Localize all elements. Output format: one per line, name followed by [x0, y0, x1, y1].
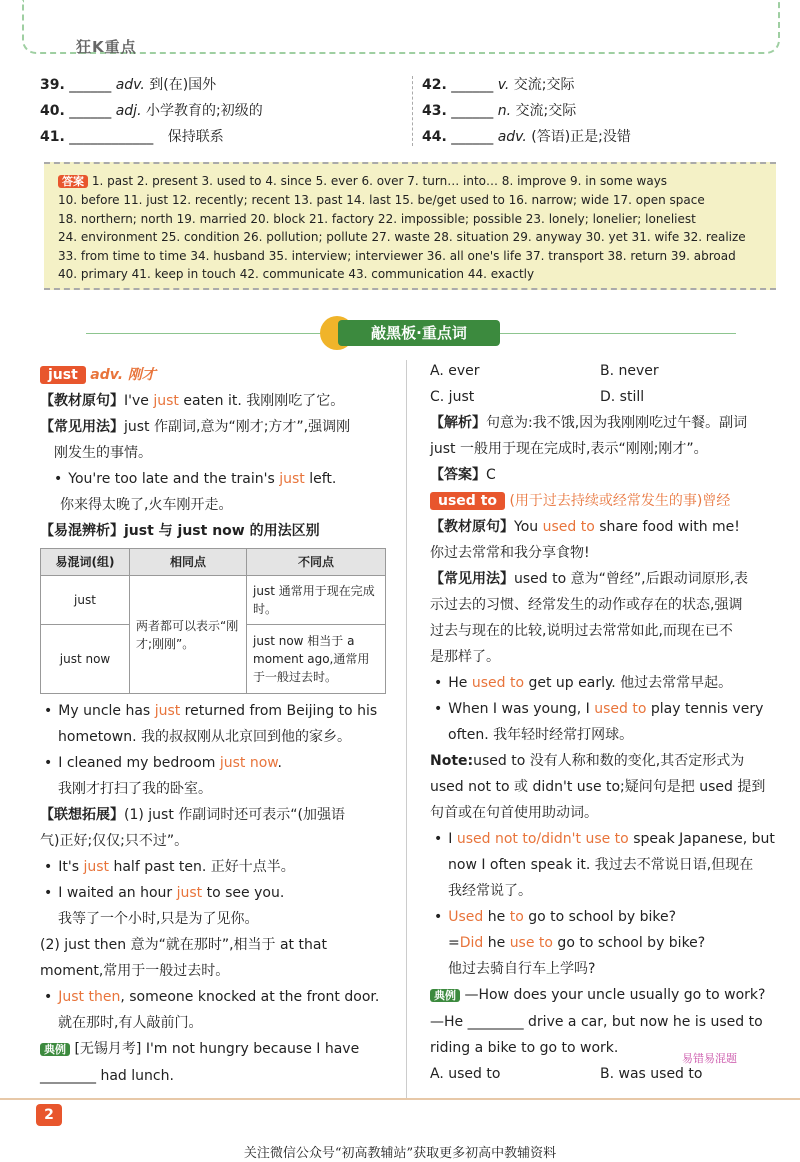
table-cell: 两者都可以表示“刚才;刚刚”。: [130, 576, 247, 694]
usedto-heading: used to (用于过去持续或经常发生的事)曾经: [430, 488, 780, 514]
jiaocai-line: 【教材原句】I've just eaten it. 我刚刚吃了它。: [40, 393, 345, 409]
banner-line-left: [86, 333, 326, 334]
example-1: • You're too late and the train's just left.: [40, 466, 390, 492]
note-line: used not to 或 didn't use to;疑问句是把 used 提到: [430, 779, 766, 795]
dianli-line-2: ________ had lunch.: [40, 1068, 174, 1084]
dianli-line-3: riding a bike to go to work.: [430, 1040, 619, 1056]
example-4b: =Did he use to go to school by bike?: [448, 935, 706, 951]
header-logo: 狂K重点: [76, 38, 137, 56]
table-cell: just 通常用于现在完成时。: [247, 576, 386, 625]
daan-line: 【答案】C: [430, 467, 496, 483]
example-2-line2: often. 我年轻时经常打网球。: [448, 727, 634, 743]
vocab-item: 39. ______ adv. 到(在)国外: [40, 77, 217, 93]
dianli-tag: 典例: [430, 989, 460, 1002]
vocab-item: 42. ______ v. 交流;交际: [422, 77, 575, 93]
footer-note: 关注微信公众号“初高教辅站”获取更多初高中教辅资料: [243, 1146, 557, 1161]
example-4-cn: 他过去骑自行车上学吗?: [448, 961, 596, 977]
compare-table: [40, 548, 386, 694]
page-number: 2: [36, 1104, 62, 1126]
changjian-line: 示过去的习惯、经常发生的动作或存在的状态,强调: [430, 597, 743, 613]
answers-lines: [58, 172, 746, 283]
example-4: • It's just half past ten. 正好十点半。: [40, 854, 390, 880]
answers-box: [44, 162, 776, 290]
vocab-divider: [412, 76, 414, 146]
options-cd: C. just D. still: [430, 389, 645, 405]
note-line: 句首或在句首使用助动词。: [430, 805, 598, 821]
banner-line-right: [500, 333, 736, 334]
footer-wave: [0, 1098, 800, 1100]
answers-line: 答案 1. past 2. present 3. used to 4. since 5. ever 6. over 7. turn… into… 8. improve 9. in some ways: [58, 172, 746, 191]
answers-line: 24. environment 25. condition 26. pollution; pollute 27. waste 28. situation 29. anyway 30. yet 31. wife 32. realize: [58, 230, 746, 245]
example-2: • My uncle has just returned from Beijing to his: [40, 698, 390, 724]
answers-line: 10. before 11. just 12. recently; recent 13. past 14. last 15. be/get used to 16. narrow; wide 17. open space: [58, 193, 705, 208]
example-3: • I used not to/didn't use to speak Japanese, but: [430, 826, 780, 852]
yihun-line: 【易混辨析】just 与 just now 的用法区别: [40, 523, 320, 539]
lianxiang-line: 【联想拓展】(1) just 作副词时还可表示“(加强语: [40, 807, 345, 823]
options-ab-2: A. used to B. was used to: [430, 1066, 703, 1082]
vocab-item: 40. ______ adj. 小学教育的;初级的: [40, 103, 263, 119]
usedto-tag: used to: [430, 492, 505, 510]
just-heading: just adv. 刚才: [40, 362, 390, 388]
jiexi-line: 【解析】句意为:我不饿,因为我刚刚吃过午餐。副词: [430, 415, 748, 431]
example-1-cn: 你来得太晚了,火车刚开走。: [60, 497, 233, 513]
changjian-line: 是那样了。: [430, 649, 500, 665]
dianli-line-2: —He ________ drive a car, but now he is used to: [430, 1014, 763, 1030]
vocab-right: [422, 74, 782, 152]
table-cell: just: [41, 576, 130, 625]
answers-line: 33. from time to time 34. husband 35. interview; interviewer 36. all one's life 37. transport 38. return 39. abroad: [58, 248, 736, 263]
vocab-item: 41. ____________ 保持联系: [40, 129, 224, 145]
example-1: • He used to get up early. 他过去常常早起。: [430, 670, 780, 696]
example-4: • Used he to go to school by bike?: [430, 904, 780, 930]
example-3-line2: now I often speak it. 我过去不常说日语,但现在: [448, 857, 754, 873]
p2-line-2: moment,常用于一般过去时。: [40, 963, 230, 979]
changjian-line-2: 刚发生的事情。: [54, 445, 152, 461]
example-6: • Just then, someone knocked at the front door.: [40, 984, 390, 1010]
table-cell: just now: [41, 625, 130, 694]
dianli-line: 典例 —How does your uncle usually go to work?: [430, 982, 780, 1009]
example-5: • I waited an hour just to see you.: [40, 880, 390, 906]
lianxiang-line-2: 气)正好;仅仅;只不过”。: [40, 833, 189, 849]
error-stamp: 易错易混题: [682, 1052, 737, 1065]
example-3: • I cleaned my bedroom just now.: [40, 750, 390, 776]
dianli-line: 典例 [无锡月考] I'm not hungry because I have: [40, 1036, 390, 1063]
table-header: 易混词(组): [41, 549, 130, 576]
changjian-line: 【常见用法】just 作副词,意为“刚才;方才”,强调刚: [40, 419, 351, 435]
changjian-line: 过去与现在的比较,说明过去常常如此,而现在已不: [430, 623, 733, 639]
table-cell: just now 相当于 a moment ago,通常用于一般过去时。: [247, 625, 386, 694]
vocab-item: 43. ______ n. 交流;交际: [422, 103, 577, 119]
changjian-line: 【常见用法】used to 意为“曾经”,后跟动词原形,表: [430, 571, 749, 587]
example-2-line2: hometown. 我的叔叔刚从北京回到他的家乡。: [58, 729, 351, 745]
options-ab: A. ever B. never: [430, 363, 659, 379]
section-banner: 敲黑板·重点词: [338, 320, 500, 346]
answers-line: 40. primary 41. keep in touch 42. communicate 43. communication 44. exactly: [58, 267, 535, 282]
just-tag: just: [40, 366, 86, 384]
example-3-line3: 我经常说了。: [448, 883, 532, 899]
jiaocai-line: 【教材原句】You used to share food with me!: [430, 519, 740, 535]
example-6-cn: 就在那时,有人敲前门。: [58, 1015, 203, 1031]
vocab-left: [40, 74, 400, 152]
example-3-cn: 我刚才打扫了我的卧室。: [58, 781, 212, 797]
jiaocai-cn: 你过去常常和我分享食物!: [430, 545, 590, 561]
table-header: 不同点: [247, 549, 386, 576]
note-line: Note:used to 没有人称和数的变化,其否定形式为: [430, 753, 745, 769]
jiexi-line-2: just 一般用于现在完成时,表示“刚刚;刚才”。: [430, 441, 708, 457]
example-2: • When I was young, I used to play tennis very: [430, 696, 780, 722]
example-5-cn: 我等了一个小时,只是为了见你。: [58, 911, 259, 927]
answers-line: 18. northern; north 19. married 20. block 21. factory 22. impossible; possible 23. lonely; lonelier; loneliest: [58, 211, 696, 226]
left-column: [40, 362, 390, 1089]
answers-label: 答案: [58, 175, 88, 188]
column-divider: [406, 360, 407, 1100]
vocab-item: 44. ______ adv. (答语)正是;没错: [422, 129, 631, 145]
p2-line: (2) just then 意为“就在那时”,相当于 at that: [40, 937, 327, 953]
table-header: 相同点: [130, 549, 247, 576]
dianli-tag: 典例: [40, 1043, 70, 1056]
right-column: [430, 358, 780, 1087]
